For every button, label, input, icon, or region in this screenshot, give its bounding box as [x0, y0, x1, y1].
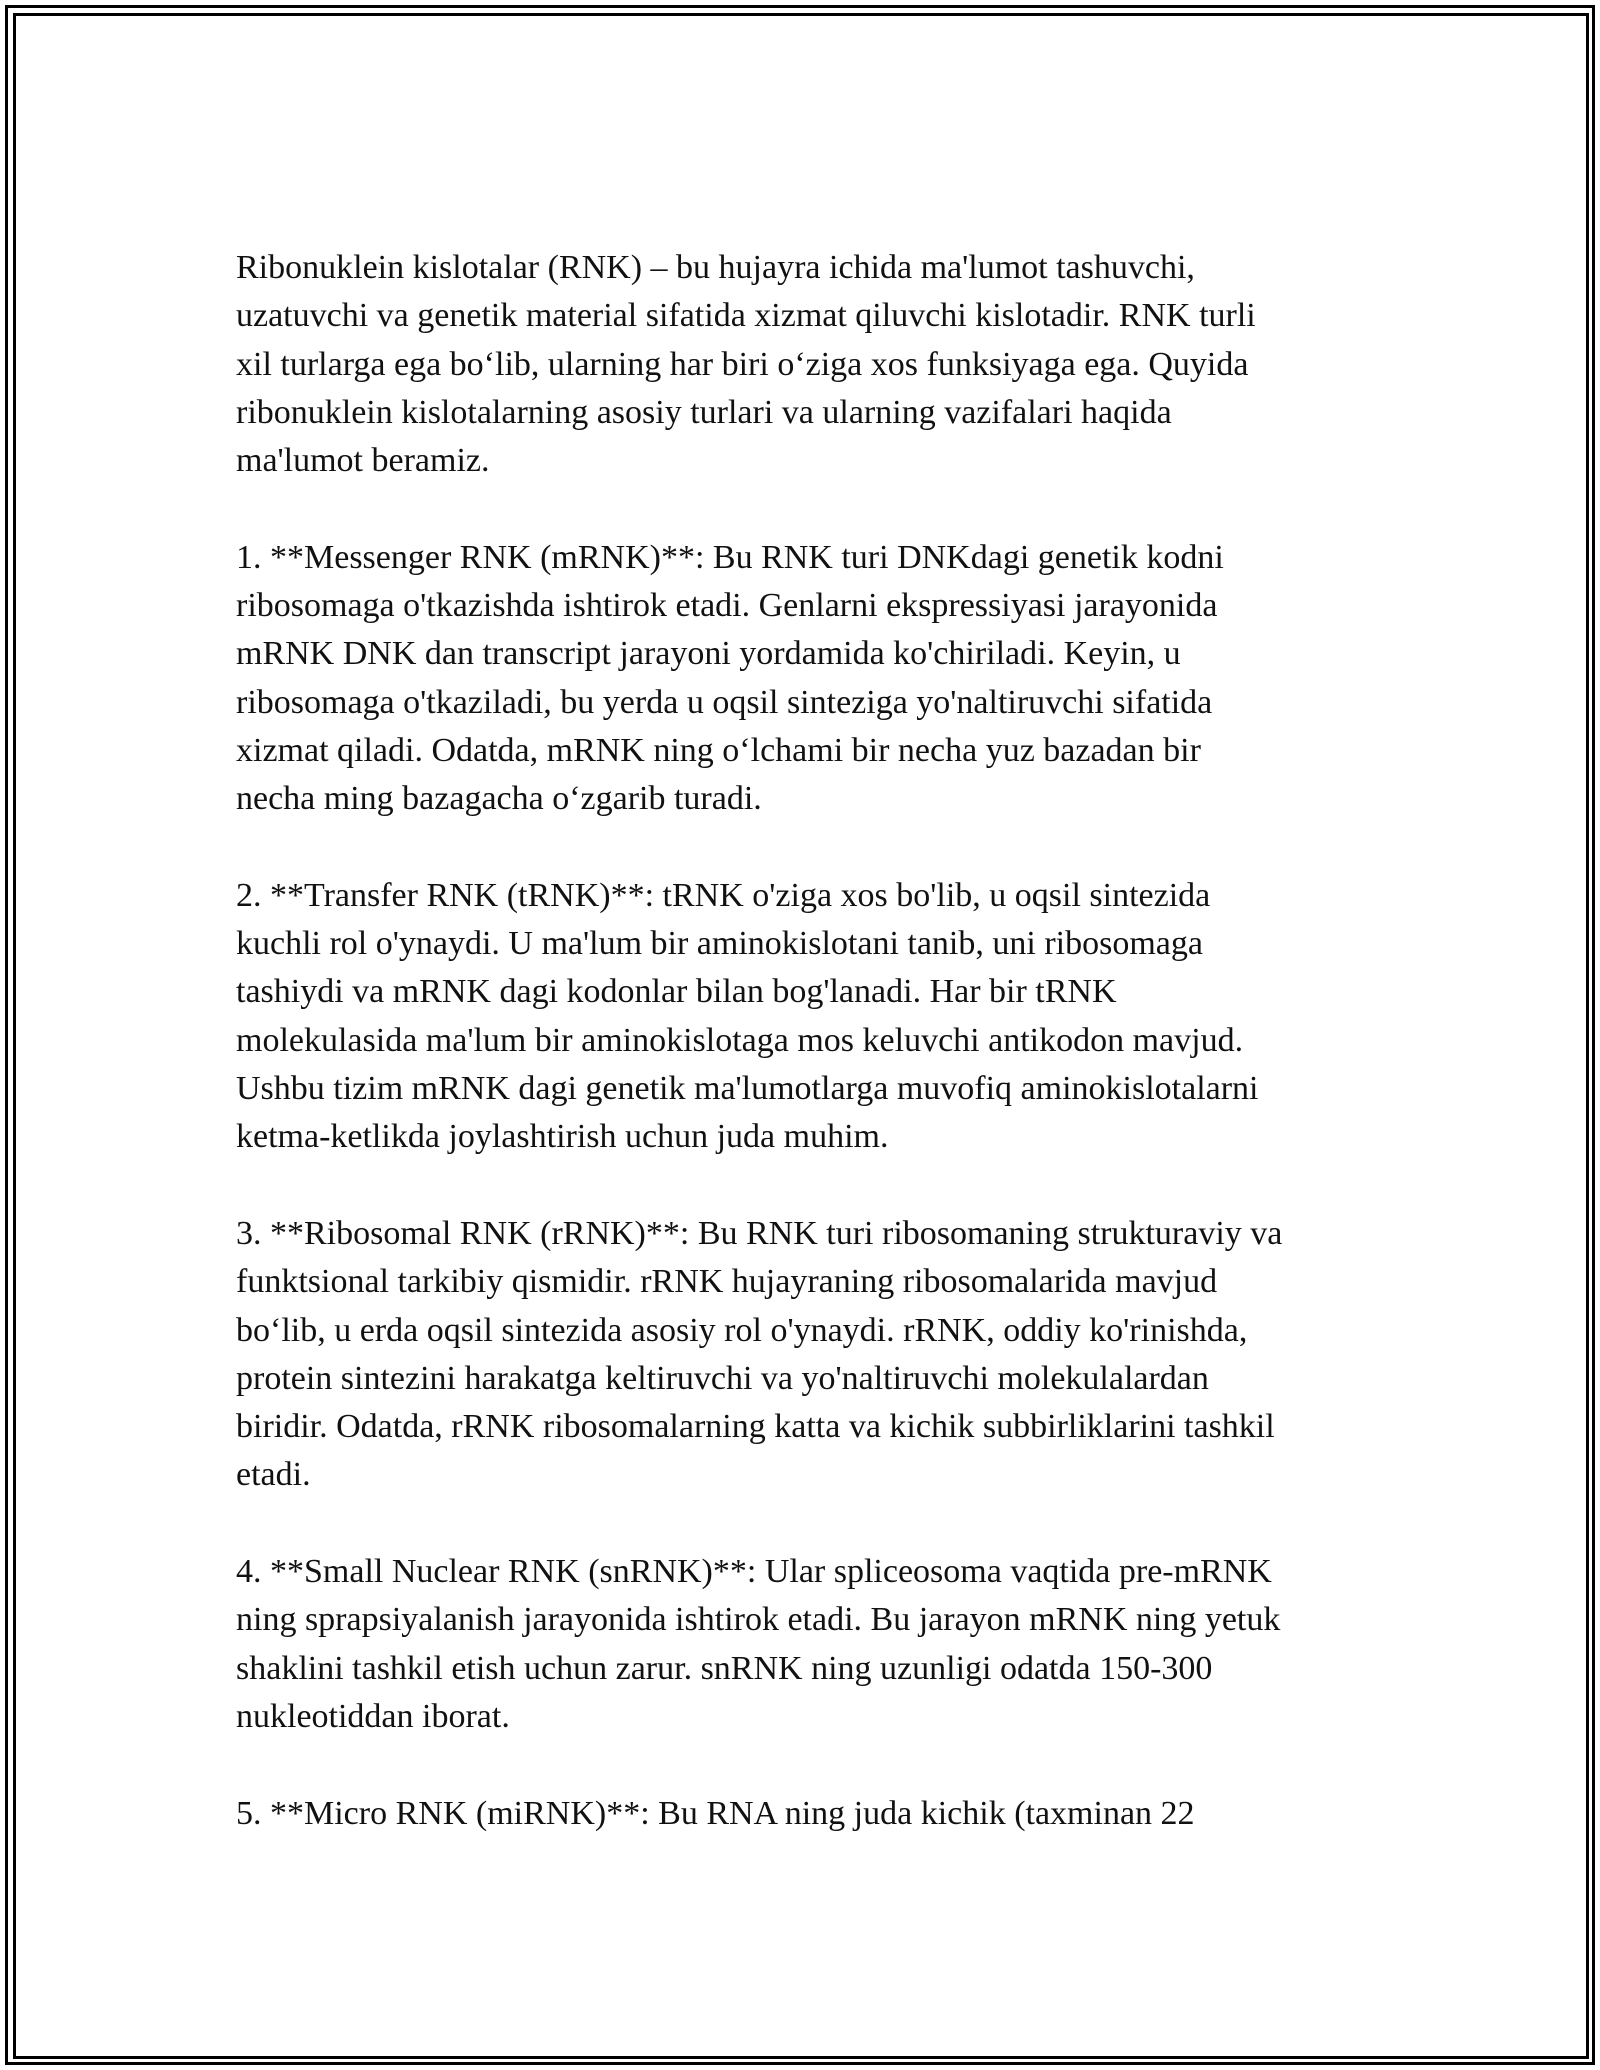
- text-line: uzatuvchi va genetik material sifatida xizmat qiluvchi kislotadir. RNK turli: [236, 297, 1256, 335]
- text-line: ketma-ketlikda joylashtirish uchun juda muhim.: [236, 1118, 889, 1156]
- text-line: 2. **Transfer RNK (tRNK)**: tRNK o'ziga xos bo'lib, u oqsil sintezida: [236, 876, 1211, 914]
- text-line: molekulasida ma'lum bir aminokislotaga mos keluvchi antikodon mavjud.: [236, 1021, 1244, 1059]
- text-line: Ribonuklein kislotalar (RNK) – bu hujayra ichida ma'lumot tashuvchi,: [236, 249, 1195, 286]
- text-line: kuchli rol o'ynaydi. U ma'lum bir aminokislotani tanib, uni ribosomaga: [236, 925, 1203, 963]
- text-line: 5. **Micro RNK (miRNK)**: Bu RNA ning juda kichik (taxminan 22: [236, 1794, 1195, 1832]
- trna-paragraph: [236, 872, 1396, 1162]
- text-line: 1. **Messenger RNK (mRNK)**: Bu RNK turi DNKdagi genetik kodni: [236, 538, 1224, 576]
- text-line: xizmat qiladi. Odatda, mRNK ning o‘lchami bir necha yuz bazadan bir: [236, 731, 1201, 769]
- text-line: 4. **Small Nuclear RNK (snRNK)**: Ular spliceosoma vaqtida pre-mRNK: [236, 1553, 1272, 1591]
- text-line: xil turlarga ega bo‘lib, ularning har biri o‘ziga xos funksiyaga ega. Quyida: [236, 345, 1249, 383]
- text-line: protein sintezini harakatga keltiruvchi va yo'naltiruvchi molekulalardan: [236, 1359, 1209, 1397]
- text-line: funktsional tarkibiy qismidir. rRNK hujayraning ribosomalarida mavjud: [236, 1263, 1218, 1301]
- text-line: ma'lumot beramiz.: [236, 442, 490, 480]
- text-line: ning sprapsiyalanish jarayonida ishtirok etadi. Bu jarayon mRNK ning yetuk: [236, 1601, 1281, 1639]
- text-line: mRNK DNK dan transcript jarayoni yordamida ko'chiriladi. Keyin, u: [236, 635, 1181, 673]
- text-line: Ushbu tizim mRNK dagi genetik ma'lumotlarga muvofiq aminokislotalarni: [236, 1070, 1259, 1108]
- text-line: shaklini tashkil etish uchun zarur. snRNK ning uzunligi odatda 150-300: [236, 1649, 1213, 1687]
- text-line: nukleotiddan iborat.: [236, 1697, 510, 1735]
- text-line: necha ming bazagacha o‘zgarib turadi.: [236, 780, 762, 818]
- text-line: biridir. Odatda, rRNK ribosomalarning katta va kichik subbirliklarini tashkil: [236, 1408, 1275, 1446]
- text-line: tashiydi va mRNK dagi kodonlar bilan bog'lanadi. Har bir tRNK: [236, 973, 1117, 1011]
- document-body: [236, 244, 1396, 1886]
- text-line: ribonuklein kislotalarning asosiy turlari va ularning vazifalari haqida: [236, 393, 1172, 431]
- snrna-paragraph: [236, 1548, 1396, 1741]
- rrna-paragraph: [236, 1210, 1396, 1500]
- text-line: ribosomaga o'tkazishda ishtirok etadi. Genlarni ekspressiyasi jarayonida: [236, 587, 1218, 625]
- text-line: ribosomaga o'tkaziladi, bu yerda u oqsil sinteziga yo'naltiruvchi sifatida: [236, 683, 1213, 721]
- mirna-paragraph: [236, 1790, 1396, 1838]
- text-line: etadi.: [236, 1456, 311, 1494]
- intro-paragraph: [236, 244, 1396, 485]
- text-line: 3. **Ribosomal RNK (rRNK)**: Bu RNK turi ribosomaning strukturaviy va: [236, 1214, 1283, 1252]
- mrna-paragraph: [236, 534, 1396, 824]
- text-line: bo‘lib, u erda oqsil sintezida asosiy rol o'ynaydi. rRNK, oddiy ko'rinishda,: [236, 1311, 1248, 1349]
